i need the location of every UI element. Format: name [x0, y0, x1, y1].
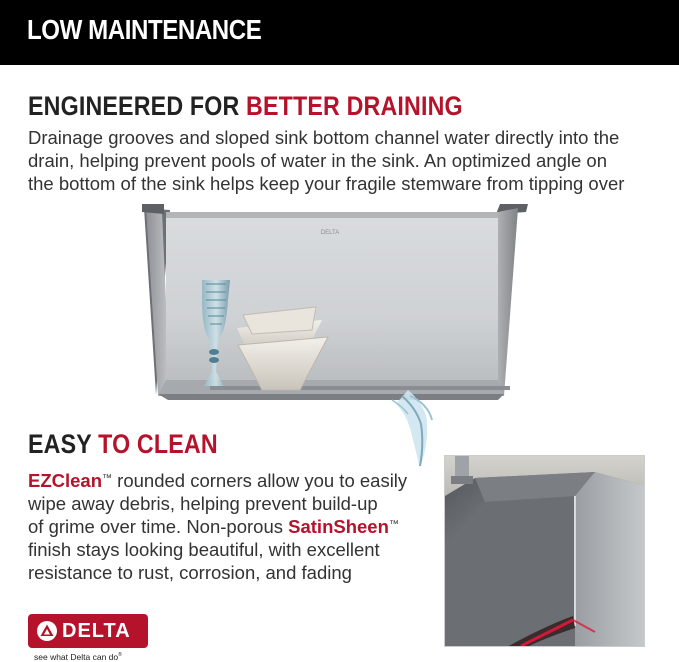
description-line: drain, helping prevent pools of water in the sink. An optimized angle on — [28, 150, 608, 171]
trademark: ™ — [102, 473, 113, 484]
sink-corner-photo — [444, 455, 645, 647]
description-line: finish stays looking beautiful, with excellent — [28, 539, 380, 560]
description-line: Drainage grooves and sloped sink bottom channel water directly into the — [28, 127, 620, 148]
description-line: resistance to rust, corrosion, and fading — [28, 562, 352, 583]
logo-tagline: see what Delta can do® — [34, 652, 122, 662]
section-heading-clean — [28, 429, 218, 460]
trademark: ™ — [388, 519, 399, 530]
section-heading-draining — [28, 91, 463, 122]
ezclean-brand: EZClean — [28, 470, 103, 491]
sink-brand-mark: DELTA — [320, 230, 340, 236]
delta-triangle-icon — [37, 621, 57, 641]
header-bar — [0, 0, 679, 65]
draining-description — [28, 126, 648, 195]
heading-accent: BETTER DRAINING — [246, 91, 463, 121]
description-line: wipe away debris, helping prevent build-up — [28, 493, 378, 514]
heading-accent: TO CLEAN — [98, 429, 218, 459]
description-line: of grime over time. Non-porous SatinSheen™ — [28, 516, 399, 537]
heading-main: ENGINEERED FOR — [28, 91, 240, 121]
satinsheen-brand: SatinSheen — [288, 516, 389, 537]
header-title: LOW MAINTENANCE — [27, 14, 262, 45]
clean-description — [28, 469, 408, 584]
description-line: EZClean™ rounded corners allow you to easily — [28, 470, 408, 491]
delta-logo — [28, 614, 148, 648]
heading-main: EASY — [28, 429, 92, 459]
description-line: the bottom of the sink helps keep your fragile stemware from tipping over — [28, 173, 625, 194]
logo-wordmark: DELTA — [62, 620, 131, 642]
